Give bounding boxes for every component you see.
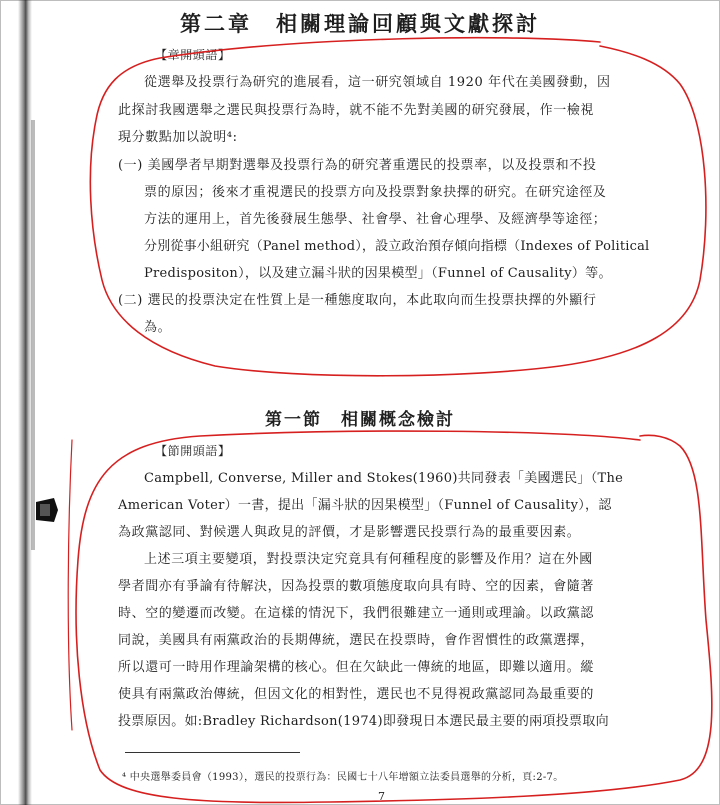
- page-number: 7: [378, 790, 385, 803]
- chapter-intro-label: 【章開頭語】: [155, 48, 231, 62]
- section-intro-label: 【節開頭語】: [155, 444, 231, 458]
- section-line: 投票原因。如:Bradley Richardson(1974)即發現日本選民最主要的兩項投票取向: [118, 714, 609, 729]
- section-line: 同說，美國具有兩黨政治的長期傳統，選民在投票時，會作習慣性的政黨選擇，: [118, 633, 595, 648]
- chapter-line: (二) 選民的投票決定在性質上是一種態度取向，本此取向而生投票抉擇的外顯行: [118, 293, 597, 308]
- chapter-line: 從選舉及投票行為研究的進展看，這一研究領域自 1920 年代在美國發動，因: [144, 75, 611, 90]
- chapter-line: 分別從事小組研究（Panel method），設立政治預存傾向指標（Indexes of Political: [144, 239, 650, 254]
- chapter-line: 票的原因；後來才重視選民的投票方向及投票對象抉擇的研究。在研究途徑及: [144, 185, 607, 200]
- section-line: 所以還可一時用作理論架構的核心。但在欠缺此一傳統的地區，即難以適用。縱: [118, 660, 595, 675]
- annotation-loop-chapter: [90, 38, 706, 376]
- annotation-tail: [68, 440, 72, 730]
- chapter-line: 方法的運用上，首先後發展生態學、社會學、社會心理學、及經濟學等途徑；: [144, 212, 607, 227]
- section-line: 時、空的變遷而改變。在這樣的情況下，我們很難建立一通則或理論。以政黨認: [118, 606, 595, 621]
- section-line: 學者間亦有爭論有待解決，因為投票的數項態度取向具有時、空的因素，會隨著: [118, 579, 595, 594]
- section-line: Campbell, Converse, Miller and Stokes(1960)共同發表「美國選民」（The: [144, 471, 624, 486]
- annotation-loop-section: [76, 431, 712, 802]
- chapter-line: (一) 美國學者早期對選舉及投票行為的研究著重選民的投票率，以及投票和不投: [118, 158, 597, 173]
- section-line: 為政黨認同、對候選人與政見的評價，才是影響選民投票行為的最重要因素。: [118, 525, 581, 540]
- chapter-line: 現分數點加以說明⁴:: [118, 130, 238, 145]
- chapter-line: 此探討我國選舉之選民與投票行為時，就不能不先對美國的研究發展，作一檢視: [118, 103, 595, 118]
- section-line: 上述三項主要變項，對投票決定究竟具有何種程度的影響及作用？這在外國: [144, 552, 593, 567]
- section-line: American Voter）一書，提出「漏斗狀的因果模型」（Funnel of Causality），認: [118, 498, 612, 513]
- section-title: 第一節 相關概念檢討: [265, 410, 455, 430]
- footnote: ⁴ 中央選舉委員會（1993），選民的投票行為：民國七十八年增額立法委員選舉的分析，頁:2-7。: [122, 772, 564, 783]
- section-line: 使具有兩黨政治傳統，但因文化的相對性，選民也不見得視政黨認同為最重要的: [118, 687, 595, 702]
- chapter-line: 為。: [144, 320, 172, 335]
- chapter-title: 第二章 相關理論回顧與文獻探討: [180, 11, 540, 36]
- chapter-line: Predispositon），以及建立漏斗狀的因果模型」（Funnel of Causality）等。: [144, 266, 612, 281]
